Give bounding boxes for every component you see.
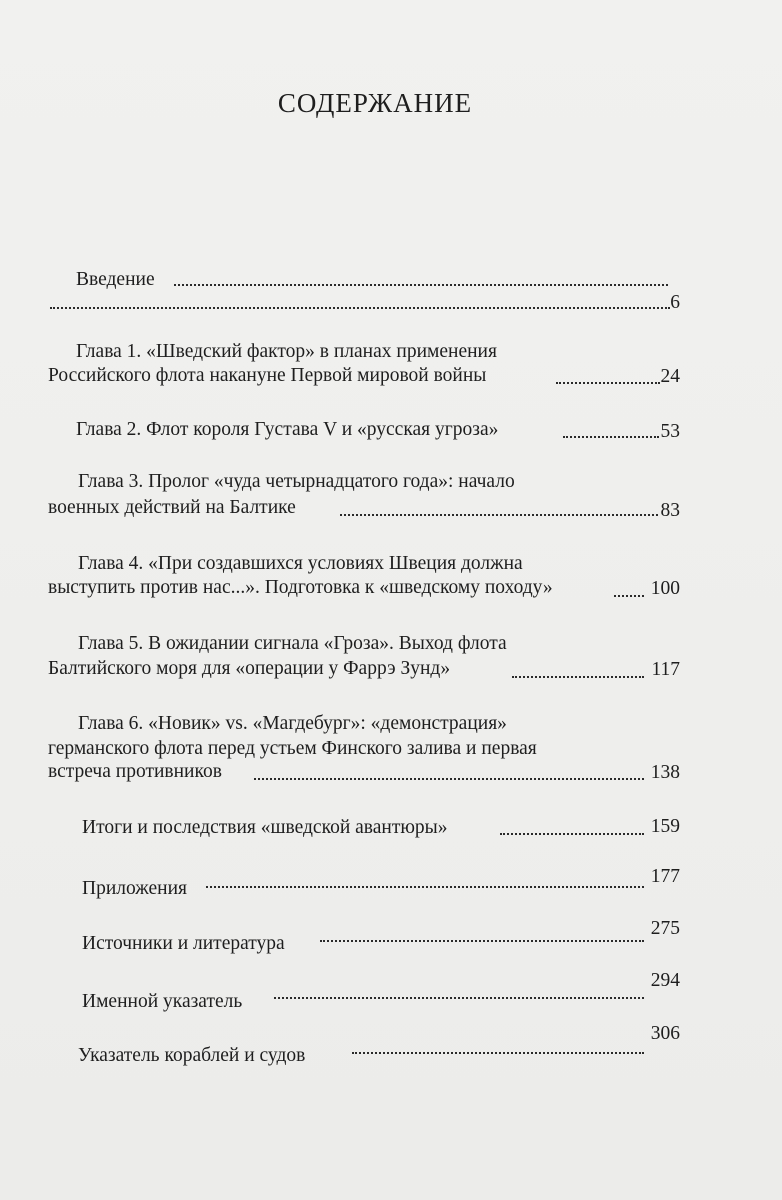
toc-page-number: 100	[650, 578, 680, 599]
toc-entry-text: Введение	[76, 269, 155, 290]
toc-entry-text: Указатель кораблей и судов	[78, 1045, 306, 1066]
toc-entry-text: военных действий на Балтике	[48, 497, 296, 518]
dot-leader	[274, 995, 644, 999]
dot-leader	[340, 512, 658, 516]
toc-page-number: 117	[651, 659, 680, 680]
toc-entry-text: Источники и литература	[82, 933, 285, 954]
toc-page-number: 275	[650, 918, 680, 939]
toc-entry-text: Глава 6. «Новик» vs. «Магдебург»: «демонстрация»	[78, 713, 507, 734]
toc-page-number: 177	[650, 866, 680, 887]
toc-entry-text: Российского флота накануне Первой мировой войны	[48, 365, 487, 386]
dot-leader	[206, 884, 644, 888]
dot-leader	[352, 1050, 644, 1054]
dot-leader	[254, 776, 644, 780]
toc-entry-text: Глава 2. Флот короля Густава V и «русская угроза»	[76, 419, 499, 440]
dot-leader	[500, 831, 644, 835]
toc-entry-text: Глава 5. В ожидании сигнала «Гроза». Выход флота	[78, 633, 507, 654]
toc-page-number: 306	[650, 1023, 680, 1044]
dot-leader	[512, 674, 644, 678]
toc-page-number: 6	[670, 292, 680, 313]
toc-entry-text: Балтийского моря для «операции у Фаррэ Зунд»	[48, 658, 451, 679]
toc-entry-text: Итоги и последствия «шведской авантюры»	[82, 817, 448, 838]
toc-entry-text: германского флота перед устьем Финского залива и первая	[48, 738, 537, 759]
toc-entry-text: Глава 3. Пролог «чуда четырнадцатого года»: начало	[78, 471, 515, 492]
toc-page-number: 159	[650, 816, 680, 837]
toc-entry-text: Приложения	[82, 878, 187, 899]
toc-page-number: 83	[660, 500, 680, 521]
toc-entry-text: Глава 4. «При создавшихся условиях Швеция должна	[78, 553, 523, 574]
toc-page-number: 24	[660, 366, 680, 387]
dot-leader	[320, 938, 644, 942]
toc-page-number: 294	[650, 970, 680, 991]
toc-page-number: 53	[660, 421, 680, 442]
toc-page-number: 138	[650, 762, 680, 783]
dot-leader	[50, 305, 670, 309]
page-title: СОДЕРЖАНИЕ	[277, 88, 473, 118]
toc-entry-text: Глава 1. «Шведский фактор» в планах применения	[76, 341, 497, 362]
toc-entry-text: встреча противников	[48, 761, 222, 782]
toc-entry-text: Именной указатель	[82, 991, 243, 1012]
dot-leader	[174, 282, 668, 286]
toc-entry-text: выступить против нас...». Подготовка к «шведскому походу»	[48, 577, 553, 598]
